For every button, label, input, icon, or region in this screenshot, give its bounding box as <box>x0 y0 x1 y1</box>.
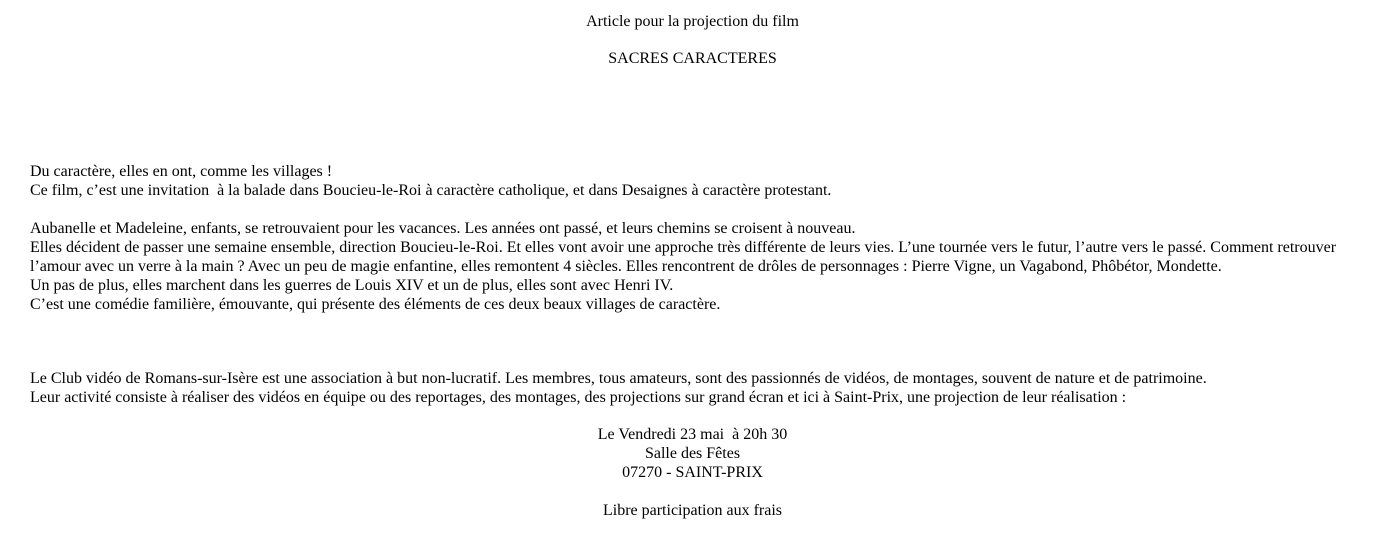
club-paragraph <box>30 369 1355 407</box>
intro-line: Du caractère, elles en ont, comme les villages ! <box>30 163 333 180</box>
event-city: 07270 - SAINT-PRIX <box>622 464 763 481</box>
club-line: Leur activité consiste à réaliser des vidéos en équipe ou des reportages, des montages, des projections sur grand écran et ici à Saint-Prix, une projection de leur réalisation : <box>30 389 1127 406</box>
story-paragraph <box>30 219 1355 314</box>
film-title: SACRES CARACTERES <box>608 50 777 67</box>
event-price: Libre participation aux frais <box>602 502 783 519</box>
intro-line: Ce film, c’est une invitation à la balade dans Boucieu-le-Roi à caractère catholique, et dans Desaignes à caractère protestant. <box>30 182 832 199</box>
story-line: Elles décident de passer une semaine ensemble, direction Boucieu-le-Roi. Et elles vont avoir une approche très différente de leurs vies. L’une tournée vers le futur, l’autre vers le passé. Comment retrouver l’amour avec un verre à la main ? Avec un peu de magie enfantine, elles remontent 4 siècles. Elles rencontrent de drôles de personnages : Pierre Vigne, un Vagabond, Phôbétor, Mondette. <box>30 239 1341 275</box>
event-details <box>30 425 1355 482</box>
story-line: Un pas de plus, elles marchent dans les guerres de Louis XIV et un de plus, elles sont avec Henri IV. <box>30 277 674 294</box>
story-line: Aubanelle et Madeleine, enfants, se retrouvaient pour les vacances. Les années ont passé, et leurs chemins se croisent à nouveau. <box>30 220 856 237</box>
event-venue: Salle des Fêtes <box>644 445 741 462</box>
event-date: Le Vendredi 23 mai à 20h 30 <box>597 426 788 443</box>
club-line: Le Club vidéo de Romans-sur-Isère est une association à but non-lucratif. Les membres, tous amateurs, sont des passionnés de vidéos, de montages, souvent de nature et de patrimoine. <box>30 370 1207 387</box>
article-subtitle: Article pour la projection du film <box>586 13 799 30</box>
intro-paragraph <box>30 162 1355 200</box>
story-line: C’est une comédie familière, émouvante, qui présente des éléments de ces deux beaux villages de caractère. <box>30 296 721 313</box>
